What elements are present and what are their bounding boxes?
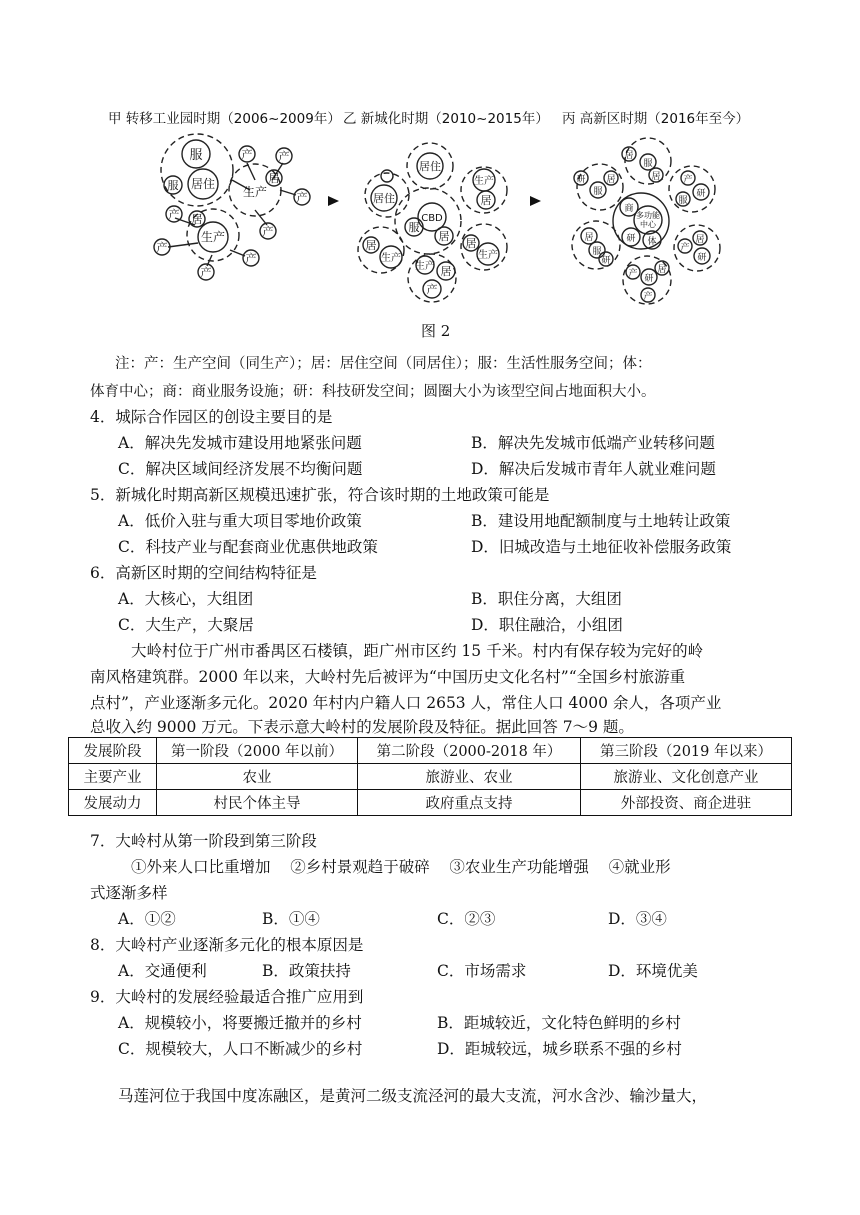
svg-text:生产: 生产	[381, 253, 401, 264]
q5-stem: 5．新城化时期高新区规模迅速扩张，符合该时期的土地政策可能是	[90, 486, 550, 504]
q6-option-d: D．职住融洽，小组团	[471, 616, 623, 634]
svg-text:中心: 中心	[640, 220, 656, 229]
svg-text:体: 体	[647, 237, 657, 247]
table-cell: 村民个体主导	[157, 790, 358, 816]
q7-option-d: D．③④	[608, 910, 667, 928]
notes-line-1: 注：产：生产空间（同生产）；居：居住空间（同居住）；服：生活性服务空间；体：	[115, 356, 652, 372]
table-header-cell: 发展阶段	[69, 738, 157, 764]
q8-option-d: D．环境优美	[608, 962, 698, 980]
q5-option-c: C．科技产业与配套商业优惠供地政策	[118, 538, 378, 556]
q7-option-b: B．①④	[262, 910, 320, 928]
q4-stem: 4．城际合作园区的创设主要目的是	[90, 408, 333, 426]
svg-text:产: 产	[278, 150, 290, 163]
q9-option-b: B．距城较近，文化特色鲜明的乡村	[437, 1014, 681, 1032]
svg-text:产: 产	[262, 225, 274, 238]
stage-title-yi: 乙 新城化时期（2010~2015年）	[343, 111, 549, 127]
table-cell: 外部投资、商企进驻	[581, 790, 792, 816]
q4-option-a: A．解决先发城市建设用地紧张问题	[118, 434, 362, 452]
svg-text:居: 居	[480, 194, 492, 207]
svg-text:商: 商	[624, 204, 634, 214]
svg-text:居: 居	[438, 230, 450, 243]
table-cell: 旅游业、农业	[358, 764, 581, 790]
passage-line-1: 大岭村位于广州市番禺区石楼镇，距广州市区约 15 千米。村内有保存较为完好的岭	[131, 642, 704, 660]
q9-option-c: C．规模较大，人口不断减少的乡村	[118, 1040, 363, 1058]
table-cell: 旅游业、文化创意产业	[581, 764, 792, 790]
svg-text:生产: 生产	[242, 185, 268, 199]
svg-text:产: 产	[680, 243, 690, 253]
svg-text:产: 产	[683, 175, 693, 185]
svg-text:CBD: CBD	[421, 213, 443, 224]
q8-stem: 8．大岭村产业逐渐多元化的根本原因是	[90, 936, 364, 954]
q9-option-d: D．距城较远，城乡联系不强的乡村	[437, 1040, 682, 1058]
figure-caption: 图 2	[421, 322, 451, 340]
svg-text:生产: 生产	[474, 176, 494, 187]
svg-text:居: 居	[651, 172, 661, 182]
svg-text:居: 居	[584, 233, 594, 243]
q6-stem: 6．高新区时期的空间结构特征是	[90, 564, 317, 582]
svg-text:产: 产	[168, 208, 180, 221]
q8-option-b: B．政策扶持	[262, 962, 351, 980]
svg-text:研: 研	[601, 256, 611, 266]
svg-text:生产: 生产	[415, 261, 435, 272]
svg-text:服: 服	[189, 148, 203, 163]
q6-option-b: B．职住分离，大组团	[471, 590, 622, 608]
svg-text:居: 居	[365, 239, 377, 252]
q5-option-d: D．旧城改造与土地征收补偿服务政策	[471, 538, 732, 556]
svg-text:居: 居	[440, 265, 452, 278]
svg-text:居: 居	[606, 175, 616, 185]
arrow-2	[530, 196, 541, 206]
svg-text:产: 产	[628, 269, 638, 279]
svg-text:居: 居	[695, 235, 705, 245]
table-header-cell: 第二阶段（2000-2018 年）	[358, 738, 581, 764]
svg-text:服: 服	[167, 179, 179, 192]
svg-text:产: 产	[296, 191, 308, 204]
q7-options-continued: 式逐渐多样	[90, 884, 168, 902]
development-stage-table	[68, 737, 792, 816]
svg-text:研: 研	[576, 175, 586, 185]
table-cell: 发展动力	[69, 790, 157, 816]
table-cell: 主要产业	[69, 764, 157, 790]
svg-text:产: 产	[241, 148, 253, 161]
table-cell: 农业	[157, 764, 358, 790]
table-row	[69, 764, 792, 790]
stage-title-bing: 丙 高新区时期（2016年至今）	[562, 111, 750, 127]
q7-option-a: A．①②	[118, 910, 176, 928]
svg-text:居: 居	[268, 172, 280, 185]
q5-option-b: B．建设用地配额制度与土地转让政策	[471, 512, 731, 530]
q4-option-b: B．解决先发城市低端产业转移问题	[471, 434, 715, 452]
table-row	[69, 790, 792, 816]
q8-option-a: A．交通便利	[118, 962, 207, 980]
svg-text:产: 产	[245, 252, 257, 265]
q7-stem: 7．大岭村从第一阶段到第三阶段	[90, 832, 317, 850]
svg-text:居住: 居住	[419, 160, 441, 173]
q9-option-a: A．规模较小，将要搬迁撤并的乡村	[118, 1014, 362, 1032]
table-header-cell: 第一阶段（2000 年以前）	[157, 738, 358, 764]
spatial-structure-diagram	[0, 130, 860, 310]
passage-line-3: 点村”，产业逐渐多元化。2020 年村内户籍人口 2653 人，常住人口 4000 余人，各项产业	[90, 694, 722, 712]
q8-option-c: C．市场需求	[437, 962, 527, 980]
svg-text:居: 居	[657, 265, 667, 275]
svg-text:产: 产	[156, 241, 168, 254]
q7-option-c: C．②③	[437, 910, 496, 928]
svg-text:服: 服	[643, 159, 653, 169]
svg-text:服: 服	[678, 196, 688, 206]
svg-text:产: 产	[643, 292, 653, 302]
svg-text:研: 研	[696, 189, 706, 199]
q6-option-c: C．大生产，大聚居	[118, 616, 254, 634]
q9-stem: 9．大岭村的发展经验最适合推广应用到	[90, 988, 364, 1006]
notes-line-2: 体育中心；商：商业服务设施；研：科技研发空间；圆圈大小为该型空间占地面积大小。	[90, 384, 656, 400]
svg-text:产: 产	[426, 283, 438, 296]
q4-option-d: D．解决后发城市青年人就业难问题	[471, 460, 716, 478]
svg-text:服: 服	[593, 187, 603, 197]
table-header-row	[69, 738, 792, 764]
svg-text:研: 研	[644, 274, 654, 284]
svg-text:服: 服	[592, 247, 602, 257]
svg-text:研: 研	[626, 234, 636, 244]
svg-text:居: 居	[624, 151, 634, 161]
svg-text:居住: 居住	[373, 192, 395, 205]
svg-text:生产: 生产	[478, 250, 498, 261]
svg-text:产: 产	[200, 266, 212, 279]
svg-text:居: 居	[191, 213, 203, 226]
last-paragraph-line: 马莲河位于我国中度冻融区，是黄河二级支流泾河的最大支流，河水含沙、输沙量大，	[118, 1087, 708, 1105]
svg-text:居住: 居住	[190, 177, 216, 191]
svg-text:多功能: 多功能	[636, 211, 660, 220]
q5-option-a: A．低价入驻与重大项目零地价政策	[118, 512, 362, 530]
arrow-1	[328, 196, 339, 206]
svg-text:居: 居	[465, 237, 477, 250]
svg-text:生产: 生产	[200, 230, 226, 244]
passage-line-2: 南风格建筑群。2000 年以来，大岭村先后被评为“中国历史文化名村”“全国乡村旅游重	[90, 668, 686, 686]
table-cell: 政府重点支持	[358, 790, 581, 816]
q6-option-a: A．大核心，大组团	[118, 590, 254, 608]
stage-title-jia: 甲 转移工业园时期（2006~2009年）	[108, 111, 341, 127]
q4-option-c: C．解决区域间经济发展不均衡问题	[118, 460, 363, 478]
table-header-cell: 第三阶段（2019 年以来）	[581, 738, 792, 764]
svg-text:研: 研	[697, 253, 707, 263]
svg-text:服: 服	[408, 221, 420, 234]
passage-line-4: 总收入约 9000 万元。下表示意大岭村的发展阶段及特征。据此回答 7～9 题。	[90, 718, 634, 736]
q7-options-line: ①外来人口比重增加 ②乡村景观趋于破碎 ③农业生产功能增强 ④就业形	[131, 858, 671, 876]
